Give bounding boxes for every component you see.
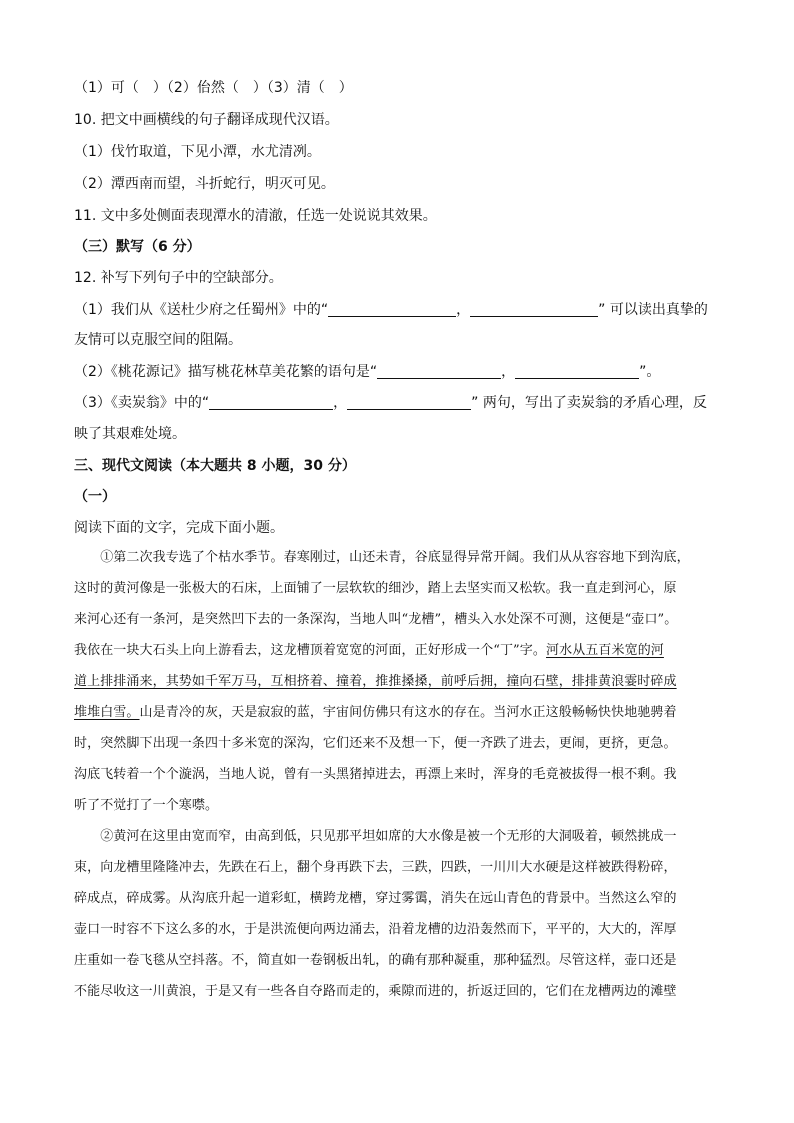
underlined-sentence: 堆堆白雪。 bbox=[74, 705, 140, 720]
passage-line: ②黄河在这里由宽而窄，由高到低，只见那平坦如席的大水像是被一个无形的大洞吸着，顿然挑成一 bbox=[74, 829, 677, 844]
q12-3-comma: ， bbox=[333, 395, 348, 411]
question-10-part-2: （2）潭西南而望，斗折蛇行，明灭可见。 bbox=[74, 176, 335, 192]
question-12-part-2 bbox=[74, 362, 660, 382]
passage-line bbox=[74, 703, 677, 723]
passage-line: 这时的黄河像是一张极大的石床，上面铺了一层软软的细沙，踏上去坚实而又松软。我一直走到河心，原 bbox=[74, 581, 677, 596]
answer-blank[interactable] bbox=[470, 302, 598, 317]
q9-parts-line: （1）可（ ）（2）佁然（ ）（3）清（ ） bbox=[74, 80, 353, 96]
question-12-part-1-cont: 友情可以克服空间的阻隔。 bbox=[74, 332, 242, 348]
section-3-title: （三）默写（6 分） bbox=[74, 239, 201, 255]
underlined-sentence: 道上排排涌来，其势如千军万马，互相挤着、撞着，推推搡搡，前呼后拥，撞向石壁，排排黄浪霎时碎成 bbox=[74, 674, 677, 689]
passage-line: 时，突然脚下出现一条四十多米宽的深沟，它们还来不及想一下，便一齐跌了进去，更闹，更挤，更急。 bbox=[74, 736, 677, 751]
passage-line bbox=[74, 641, 664, 661]
question-12: 12. 补写下列句子中的空缺部分。 bbox=[74, 270, 283, 286]
part-3-title: 三、现代文阅读（本大题共 8 小题，30 分） bbox=[74, 458, 356, 474]
passage-line: 壶口一时容不下这么多的水，于是洪流便向两边涌去，沿着龙槽的边沿轰然而下，平平的，大大的，浑厚 bbox=[74, 922, 677, 937]
q12-2-comma: ， bbox=[501, 364, 516, 380]
question-12-part-1 bbox=[74, 300, 708, 320]
passage-text: 山是青冷的灰，天是寂寂的蓝，宇宙间仿佛只有这水的存在。当河水正这般畅畅快快地驰骋着 bbox=[139, 705, 677, 720]
passage-line: 不能尽收这一川黄浪，于是又有一些各自夺路而走的，乘隙而进的，折返迂回的，它们在龙槽两边的滩壁 bbox=[74, 984, 677, 999]
passage-line: ①第二次我专选了个枯水季节。春寒刚过，山还未青，谷底显得异常开阔。我们从从容容地下到沟底， bbox=[74, 550, 690, 565]
underlined-sentence: 河水从五百米宽的河 bbox=[546, 643, 664, 658]
question-11: 11. 文中多处侧面表现潭水的清澈，任选一处说说其效果。 bbox=[74, 208, 437, 224]
q12-2-prefix: （2）《桃花源记》描写桃花林草美花繁的语句是“ bbox=[74, 364, 378, 380]
q12-1-suffix: ” 可以读出真挚的 bbox=[598, 302, 708, 318]
question-12-part-3 bbox=[74, 393, 707, 413]
question-10-part-1: （1）伐竹取道，下见小潭，水尤清冽。 bbox=[74, 144, 321, 160]
reading-instruction: 阅读下面的文字，完成下面小题。 bbox=[74, 520, 284, 536]
answer-blank[interactable] bbox=[328, 302, 456, 317]
passage-line: 沟底飞转着一个个漩涡，当地人说，曾有一头黑猪掉进去，再漂上来时，浑身的毛竟被拔得一根不剩。我 bbox=[74, 767, 677, 782]
answer-blank[interactable] bbox=[515, 364, 639, 379]
q12-3-suffix: ” 两句，写出了卖炭翁的矛盾心理，反 bbox=[471, 395, 707, 411]
passage-line: 来河心还有一条河，是突然凹下去的一条深沟，当地人叫“龙槽”，槽头入水处深不可测，这便是“壶口”。 bbox=[74, 612, 678, 627]
passage-line: 束，向龙槽里隆隆冲去，先跌在石上，翻个身再跌下去，三跌，四跌，一川川大水硬是这样被跌得粉碎， bbox=[74, 860, 677, 875]
question-10: 10. 把文中画横线的句子翻译成现代汉语。 bbox=[74, 112, 339, 128]
passage-line: 听了不觉打了一个寒噤。 bbox=[74, 798, 219, 813]
q12-1-prefix: （1）我们从《送杜少府之任蜀州》中的“ bbox=[74, 302, 329, 318]
question-12-part-3-cont: 映了其艰难处境。 bbox=[74, 426, 186, 442]
subsection-1-title: （一） bbox=[74, 489, 116, 505]
answer-blank[interactable] bbox=[209, 395, 333, 410]
q12-3-prefix: （3）《卖炭翁》中的“ bbox=[74, 395, 210, 411]
passage-text: 我依在一块大石头上向上游看去，这龙槽顶着宽宽的河面，正好形成一个“丁”字。 bbox=[74, 643, 546, 658]
q12-2-suffix: ”。 bbox=[639, 364, 661, 380]
q12-1-comma: ， bbox=[456, 302, 471, 318]
passage-line: 庄重如一卷飞毯从空抖落。不，简直如一卷钢板出轧，的确有那种凝重，那种猛烈。尽管这样，壶口还是 bbox=[74, 953, 677, 968]
passage-line: 碎成点，碎成雾。从沟底升起一道彩虹，横跨龙槽，穿过雾霭，消失在远山青色的背景中。当然这么窄的 bbox=[74, 891, 677, 906]
answer-blank[interactable] bbox=[377, 364, 501, 379]
answer-blank[interactable] bbox=[347, 395, 471, 410]
